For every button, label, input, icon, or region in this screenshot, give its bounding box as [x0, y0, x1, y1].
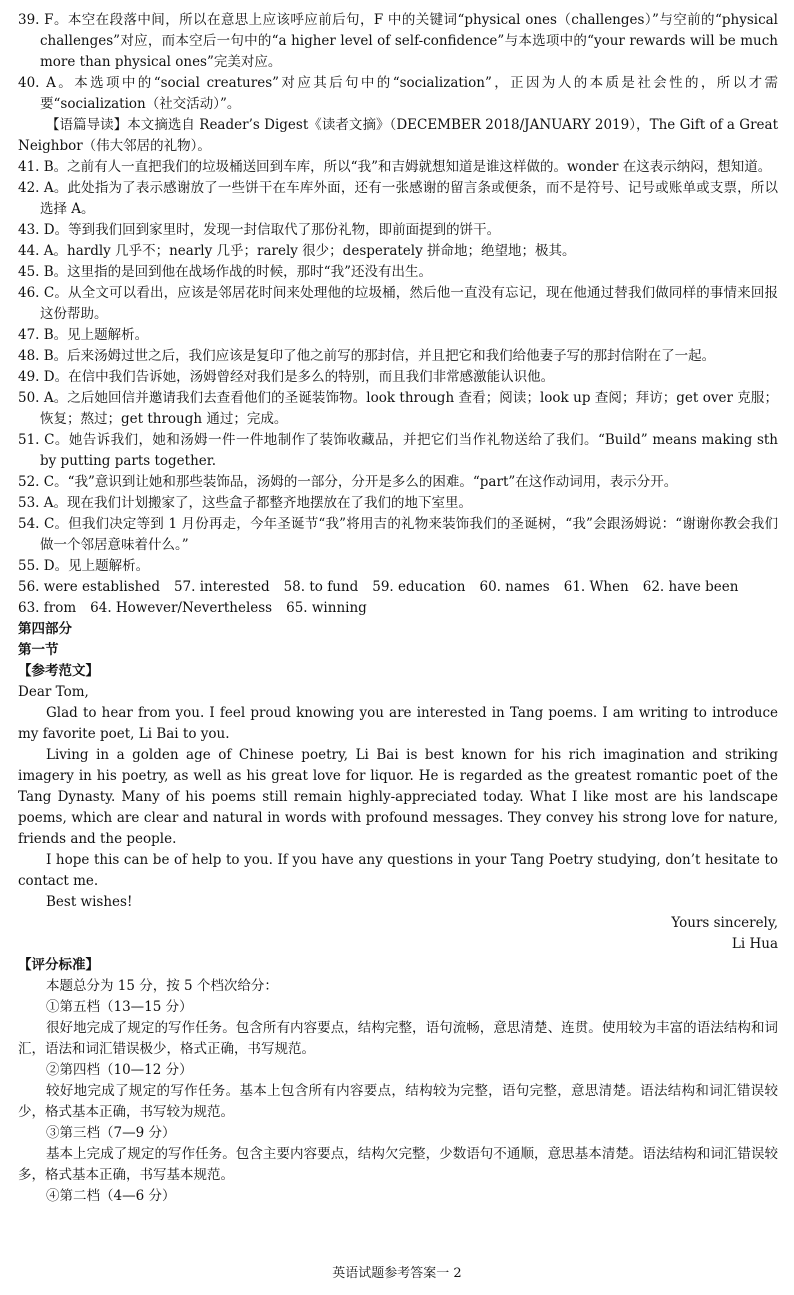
criteria-level-3-desc: 基本上完成了规定的写作任务。包含主要内容要点，结构欠完整，少数语句不通顺，意思基本清楚。语法结构和词汇错误较多，格式基本正确，书写基本规范。	[18, 1146, 778, 1183]
letter-closing: Yours sincerely,	[671, 915, 778, 931]
criteria-level-4: ②第四档（10—12 分）	[46, 1062, 193, 1078]
letter-signature: Li Hua	[731, 936, 778, 952]
answer-51: 51. C。她告诉我们，她和汤姆一件一件地制作了装饰收藏品，并把它们当作礼物送给了我们。“Build” means making sth by putting parts together.	[18, 432, 778, 469]
answer-48: 48. B。后来汤姆过世之后，我们应该是复印了他之前写的那封信，并且把它和我们给他妻子写的那封信附在了一起。	[18, 348, 716, 364]
answer-43: 43. D。等到我们回到家里时，发现一封信取代了那份礼物，即前面提到的饼干。	[18, 222, 501, 238]
part-four-heading: 第四部分	[18, 621, 72, 637]
answer-39: 39. F。本空在段落中间，所以在意思上应该呼应前后句，F 中的关键词“physical ones（challenges）”与空前的“physical challenges”对应，而本空后一句中的“a higher level of self-confidence”与本选项中的“your rewards will be much more than physical ones”完美对应。	[18, 12, 778, 70]
fill-answer: 59. education	[372, 579, 466, 595]
answer-49: 49. D。在信中我们告诉她，汤姆曾经对我们是多么的特别，而且我们非常感激能认识他。	[18, 369, 555, 385]
fill-answer: 64. However/Nevertheless	[90, 600, 273, 616]
answer-page	[18, 10, 778, 1207]
criteria-level-5-desc: 很好地完成了规定的写作任务。包含所有内容要点，结构完整，语句流畅，意思清楚、连贯。使用较为丰富的语法结构和词汇，语法和词汇错误极少，格式正确，书写规范。	[18, 1020, 778, 1057]
answer-53: 53. A。现在我们计划搬家了，这些盒子都整齐地摆放在了我们的地下室里。	[18, 495, 473, 511]
passage-guide: 【语篇导读】本文摘选自 Reader’s Digest《读者文摘》（DECEMBER 2018/JANUARY 2019），The Gift of a Great Neighbor（伟大邻居的礼物）。	[18, 117, 778, 154]
criteria-level-4-desc: 较好地完成了规定的写作任务。基本上包含所有内容要点，结构较为完整，语句完整，意思清楚。语法结构和词汇错误较少，格式基本正确，书写较为规范。	[18, 1083, 778, 1120]
criteria-level-2: ④第二档（4—6 分）	[46, 1188, 176, 1204]
criteria-level-5: ①第五档（13—15 分）	[46, 999, 193, 1015]
fill-in-answers	[18, 577, 778, 619]
fill-answer: 60. names	[479, 579, 550, 595]
fill-answer: 62. have been	[642, 579, 739, 595]
answer-41: 41. B。之前有人一直把我们的垃圾桶送回到车库，所以“我”和吉姆就想知道是谁这样做的。wonder 在这表示纳闷，想知道。	[18, 159, 772, 175]
letter-paragraph-1: Glad to hear from you. I feel proud knowing you are interested in Tang poems. I am writing to introduce my favorite poet, Li Bai to you.	[18, 705, 778, 742]
fill-answer: 63. from	[18, 600, 77, 616]
fill-answer: 56. were established	[18, 579, 160, 595]
criteria-heading: 【评分标准】	[18, 957, 99, 973]
answer-50: 50. A。之后她回信并邀请我们去查看他们的圣诞装饰物。look through 查看；阅读；look up 查阅；拜访；get over 克服；恢复；熬过；get through 通过；完成。	[18, 390, 778, 427]
letter-paragraph-2: Living in a golden age of Chinese poetry, Li Bai is best known for his rich imagination and striking imagery in his poetry, as well as his great love for liquor. He is regarded as the greatest romantic poet of the Tang Dynasty. Many of his poems still remain highly-appreciated today. What I like most are his landscape poems, which are clear and natural in words with profound messages. They convey his strong love for nature, friends and the people.	[18, 747, 778, 847]
answer-46: 46. C。从全文可以看出，应该是邻居花时间来处理他的垃圾桶，然后他一直没有忘记，现在他通过替我们做同样的事情来回报这份帮助。	[18, 285, 778, 322]
letter-salutation: Dear Tom,	[18, 684, 89, 700]
letter-wishes: Best wishes!	[46, 894, 133, 910]
fill-answer: 58. to fund	[283, 579, 359, 595]
letter-paragraph-3: I hope this can be of help to you. If you have any questions in your Tang Poetry studying, don’t hesitate to contact me.	[18, 852, 778, 889]
criteria-intro: 本题总分为 15 分，按 5 个档次给分：	[46, 978, 278, 994]
fill-answer: 57. interested	[173, 579, 270, 595]
model-essay-heading: 【参考范文】	[18, 663, 99, 679]
answer-47: 47. B。见上题解析。	[18, 327, 149, 343]
fill-answer: 65. winning	[286, 600, 367, 616]
criteria-level-3: ③第三档（7—9 分）	[46, 1125, 176, 1141]
page-footer: 英语试题参考答案一 2	[332, 1266, 462, 1281]
answer-44: 44. A。hardly 几乎不；nearly 几乎；rarely 很少；desperately 拼命地；绝望地；极其。	[18, 243, 576, 259]
section-one-heading: 第一节	[18, 642, 59, 658]
fill-answer: 61. When	[563, 579, 629, 595]
answer-54: 54. C。但我们决定等到 1 月份再走，今年圣诞节“我”将用吉的礼物来装饰我们的圣诞树，“我”会跟汤姆说：“谢谢你教会我们做一个邻居意味着什么。”	[18, 516, 778, 553]
answer-42: 42. A。此处指为了表示感谢放了一些饼干在车库外面，还有一张感谢的留言条或便条，而不是符号、记号或账单或支票，所以选择 A。	[18, 180, 778, 217]
answer-52: 52. C。“我”意识到让她和那些装饰品，汤姆的一部分，分开是多么的困难。“part”在这作动词用，表示分开。	[18, 474, 678, 490]
answer-40: 40. A。本选项中的“social creatures”对应其后句中的“socialization”，正因为人的本质是社会性的，所以才需要“socialization（社交活动）”。	[18, 75, 778, 112]
answer-45: 45. B。这里指的是回到他在战场作战的时候，那时“我”还没有出生。	[18, 264, 432, 280]
answer-55: 55. D。见上题解析。	[18, 558, 150, 574]
